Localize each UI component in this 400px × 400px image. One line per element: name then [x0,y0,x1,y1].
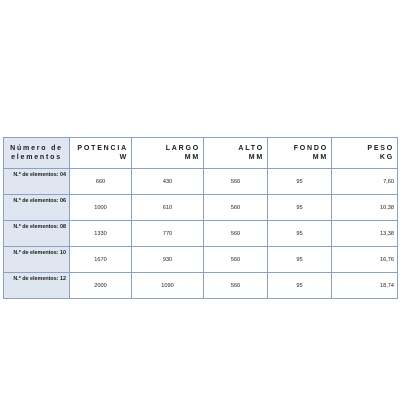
col-header-fondo [268,138,332,169]
cell-potencia: 660 [70,169,132,195]
cell-largo: 930 [132,247,204,273]
cell-alto: 560 [204,169,268,195]
cell-potencia: 1000 [70,195,132,221]
table-row [4,273,398,299]
row-label: N.º de elementos: 12 [4,273,70,299]
table-row [4,221,398,247]
table-header-row [4,138,398,169]
cell-largo: 610 [132,195,204,221]
col-header-largo [132,138,204,169]
col-header-line: W [119,154,128,161]
cell-fondo: 95 [268,195,332,221]
col-header-peso [332,138,398,169]
cell-largo: 430 [132,169,204,195]
cell-largo: 770 [132,221,204,247]
row-label: N.º de elementos: 04 [4,169,70,195]
col-header-potencia [70,138,132,169]
cell-potencia: 2000 [70,273,132,299]
cell-fondo: 95 [268,169,332,195]
col-header-line: KG [379,154,394,161]
col-header-line: MM [248,154,264,161]
table-row [4,195,398,221]
row-label: N.º de elementos: 08 [4,221,70,247]
cell-alto: 560 [204,273,268,299]
col-header-line: MM [312,154,328,161]
col-header-line: ALTO [238,145,264,152]
cell-potencia: 1670 [70,247,132,273]
cell-fondo: 95 [268,273,332,299]
col-header-line: elementos [11,154,62,161]
col-header-line: FONDO [293,145,328,152]
cell-peso: 16,76 [332,247,398,273]
cell-alto: 560 [204,247,268,273]
cell-peso: 18,74 [332,273,398,299]
col-header-elementos [4,138,70,169]
cell-peso: 7,60 [332,169,398,195]
spec-table [3,137,398,299]
col-header-line: LARGO [165,145,200,152]
col-header-line: POTENCIA [77,145,128,152]
cell-fondo: 95 [268,221,332,247]
cell-fondo: 95 [268,247,332,273]
col-header-line: Número de [10,145,63,152]
cell-potencia: 1330 [70,221,132,247]
row-label: N.º de elementos: 06 [4,195,70,221]
table-row [4,169,398,195]
col-header-line: PESO [367,145,394,152]
col-header-alto [204,138,268,169]
cell-peso: 13,38 [332,221,398,247]
col-header-line: MM [184,154,200,161]
cell-largo: 1090 [132,273,204,299]
row-label: N.º de elementos: 10 [4,247,70,273]
cell-peso: 10,38 [332,195,398,221]
table-row [4,247,398,273]
cell-alto: 560 [204,221,268,247]
cell-alto: 560 [204,195,268,221]
